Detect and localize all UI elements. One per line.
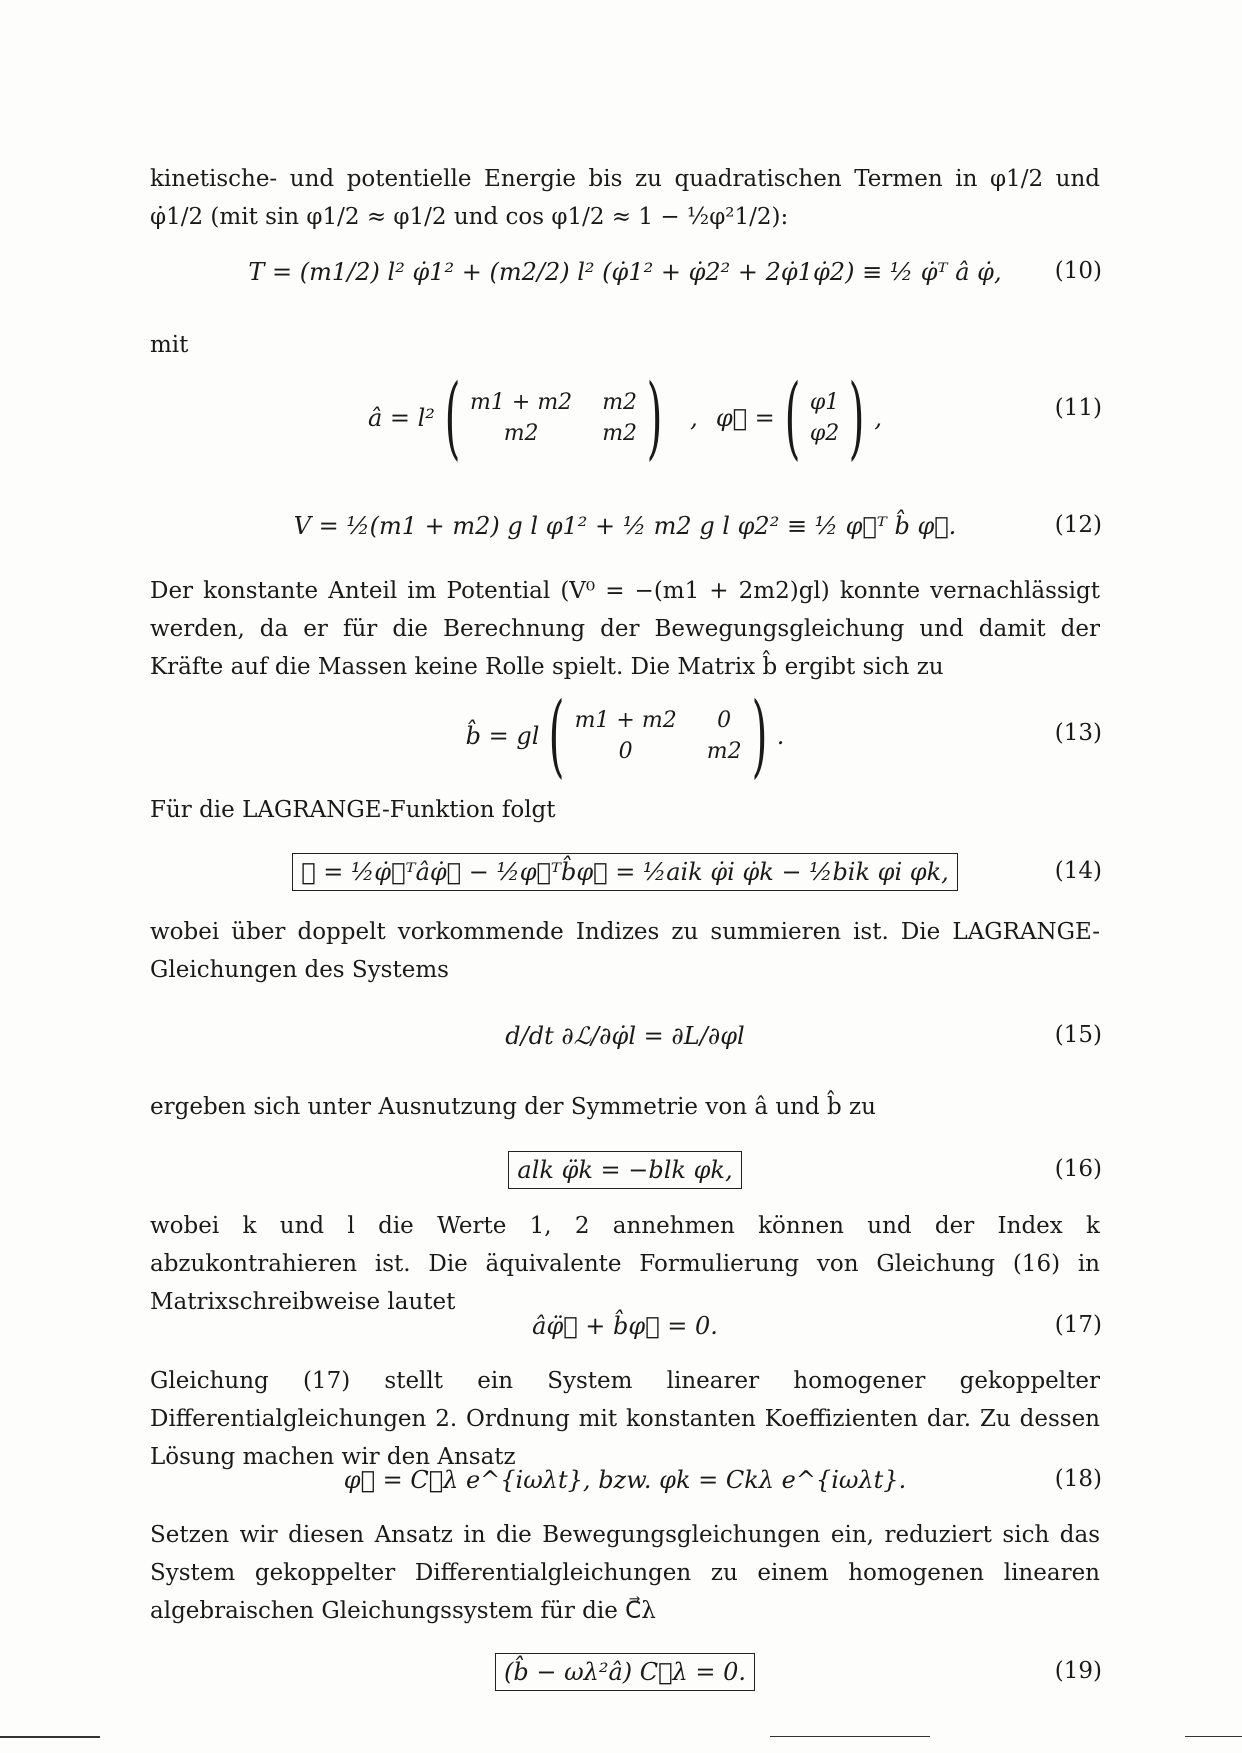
equation-18: [150, 1450, 1100, 1510]
equation-15: [150, 1006, 1100, 1066]
equation-19-body: (b̂ − ωλ²â) C⃗λ = 0.: [495, 1653, 755, 1691]
equation-13-lhs: b̂ = gl: [465, 722, 540, 750]
equation-10-body: T = (m1/2) l² φ̇1² + (m2/2) l² (φ̇1² + φ̇2² + 2φ̇1φ̇2) ≡ ½ φ̇ᵀ â φ̇,: [248, 258, 1002, 286]
equation-15-number: (15): [1054, 1022, 1102, 1048]
equation-10: [150, 242, 1100, 302]
matrix-a-12: m2: [602, 390, 638, 415]
equation-18-number: (18): [1054, 1466, 1102, 1492]
equation-11-tail: ,: [874, 404, 883, 432]
equation-17-body: âφ̈⃗ + b̂φ⃗ = 0.: [532, 1312, 718, 1340]
vector-phi-2: φ2: [809, 421, 840, 446]
paragraph-indices: wobei über doppelt vorkommende Indizes zu summieren ist. Die LAGRANGE-Gleichungen des Systems: [150, 919, 1100, 983]
equation-17: [150, 1296, 1100, 1356]
equation-14-number: (14): [1054, 858, 1102, 884]
equation-14-body: ℒ = ½φ̇⃗ᵀâφ̇⃗ − ½φ⃗ᵀb̂φ⃗ = ½aik φ̇i φ̇k − ½bik φi φk,: [292, 853, 957, 891]
intro-paragraph: kinetische- und potentielle Energie bis zu quadratischen Termen in φ1/2 und φ̇1/2 (mit sin φ1/2 ≈ φ1/2 und cos φ1/2 ≈ 1 − ½φ²1/2):: [150, 166, 1100, 230]
equation-19: [150, 1642, 1100, 1702]
equation-10-number: (10): [1054, 258, 1102, 284]
paragraph-lagrange-function: Für die LAGRANGE-Funktion folgt: [150, 797, 556, 823]
equation-16-number: (16): [1054, 1156, 1102, 1182]
paragraph-system: Gleichung (17) stellt ein System linearer homogener gekoppelter Differentialgleichungen 2. Ordnung mit konstanten Koeffizienten dar. Zu dessen Lösung machen wir den Ansatz: [150, 1368, 1100, 1470]
matrix-a-11: m1 + m2: [470, 390, 573, 415]
scan-edge-line-left: [0, 1736, 100, 1738]
scan-edge-line-right: [1185, 1736, 1242, 1737]
scan-edge-line-center: [770, 1736, 930, 1737]
equation-19-number: (19): [1054, 1658, 1102, 1684]
vector-phi-1: φ1: [809, 390, 840, 415]
equation-16-body: alk φ̈k = −blk φk,: [508, 1151, 741, 1189]
matrix-a-22: m2: [602, 421, 638, 446]
paragraph-symmetry: ergeben sich unter Ausnutzung der Symmetrie von â und b̂ zu: [150, 1094, 876, 1120]
equation-13-number: (13): [1054, 720, 1102, 746]
matrix-b-11: m1 + m2: [574, 708, 677, 733]
equation-15-body: d/dt ∂ℒ/∂φ̇l = ∂L/∂φl: [505, 1022, 745, 1050]
equation-12-number: (12): [1054, 512, 1102, 538]
matrix-b-hat: ( m1 + m2 0 0 m2 ): [549, 683, 768, 788]
equation-13-tail: .: [776, 722, 785, 750]
paragraph-potential: Der konstante Anteil im Potential (V⁰ = −(m1 + 2m2)gl) konnte vernachlässigt werden, da er für die Berechnung der Bewegungsgleichung und damit der Kräfte auf die Massen keine Rolle spielt. Die Matrix b̂ ergibt sich zu: [150, 578, 1100, 680]
equation-16: [150, 1140, 1100, 1200]
mit-label: mit: [150, 332, 189, 358]
equation-17-number: (17): [1054, 1312, 1102, 1338]
matrix-a-21: m2: [503, 421, 539, 446]
matrix-b-21: 0: [618, 739, 633, 764]
equation-11-vector-lhs: φ⃗ =: [715, 404, 775, 432]
equation-11-number: (11): [1054, 395, 1102, 421]
vector-phi: ( φ1 φ2 ): [784, 365, 865, 470]
matrix-a-hat: ( m1 + m2 m2 m2 m2 ): [444, 365, 663, 470]
equation-14: [150, 842, 1100, 902]
matrix-b-12: 0: [717, 708, 732, 733]
paragraph-ansatz: Setzen wir diesen Ansatz in die Bewegungsgleichungen ein, reduziert sich das System gekoppelter Differentialgleichungen zu einem homogenen linearen algebraischen Gleichungssystem für die C⃗λ: [150, 1522, 1100, 1624]
equation-11-lhs: â = l²: [367, 404, 435, 432]
equation-13: [150, 683, 1100, 788]
matrix-b-22: m2: [706, 739, 742, 764]
equation-12-body: V = ½(m1 + m2) g l φ1² + ½ m2 g l φ2² ≡ ½ φ⃗ᵀ b̂ φ⃗.: [293, 512, 957, 540]
equation-12: [150, 496, 1100, 556]
paragraph-values: wobei k und l die Werte 1, 2 annehmen können und der Index k abzukontrahieren ist. Die äquivalente Formulierung von Gleichung (16) in Matrixschreibweise lautet: [150, 1213, 1100, 1315]
equation-11-sep: ,: [690, 404, 698, 432]
equation-18-body: φ⃗ = C⃗λ e^{iωλt}, bzw. φk = Ckλ e^{iωλt}.: [343, 1466, 907, 1494]
equation-11: [150, 365, 1100, 470]
